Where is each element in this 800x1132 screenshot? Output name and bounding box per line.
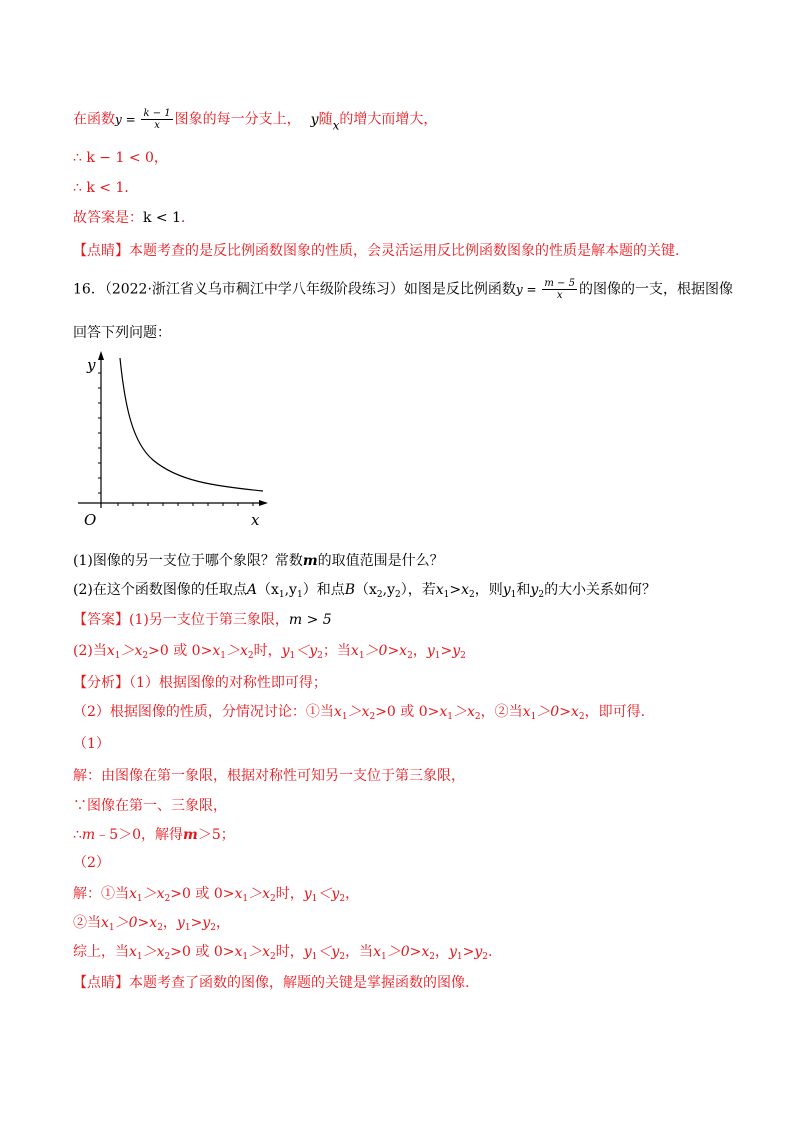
question-16-part-1: (1)图像的另一支位于哪个象限？常数m的取值范围是什么？ bbox=[73, 553, 444, 569]
analysis-part-2: （2）根据图像的性质，分情况讨论：①当$x_1>x_2>0$ 或 $0>x_1>x_2$，②当$x_1>0>x_2$，即可得. bbox=[73, 704, 646, 722]
math-y-equals: y = bbox=[115, 112, 140, 127]
question-16-part-2: (2)在这个函数图像的任取点$A(x_1,y_1)$和点$B(x_2,y_2)$，若$x_1>x_2$，则$y_1$和$y_2$的大小关系如何？ bbox=[73, 582, 657, 600]
solution-part-1-heading: （1） bbox=[73, 736, 110, 752]
answer-part-1: 【答案】(1)另一支位于第三象限，m > 5 bbox=[73, 612, 332, 628]
x-axis-arrow bbox=[259, 500, 268, 506]
solution-line-k-minus-1: ∴ k − 1 < 0， bbox=[73, 150, 168, 166]
y-axis-arrow bbox=[98, 351, 104, 360]
fraction-m-minus-5-over-x: $\frac{m - 5}{x}$ bbox=[544, 278, 575, 301]
x-axis-label: x bbox=[251, 511, 260, 529]
solution-part-1-line-1: 解：由图像在第一象限，根据对称性可知另一支位于第三象限， bbox=[73, 768, 465, 784]
inverse-function-graph bbox=[73, 348, 273, 533]
question-16-intro: 16．（2022·浙江省义乌市稠江中学八年级阶段练习）如图是反比例函数y = $\frac{m - 5}{x}$ 的图像的一支，根据图像 bbox=[73, 278, 733, 301]
solution-line-answer: 故答案是：k < 1． bbox=[73, 210, 196, 226]
solution-line-k-less-1: ∴ k < 1． bbox=[73, 180, 139, 196]
answer-part-2: (2)当$x_1>x_2>0$ 或 $0>x_1>x_2$时，$y_1<y_2$；当$x_1>0>x_2$，$y_1>y_2$ bbox=[73, 643, 466, 661]
solution-part-1-line-3: ∴m﹣5＞0，解得m＞5； bbox=[73, 827, 235, 843]
solution-line-function-increase: 在函数y = $\frac{k - 1}{x}$ 图象的每一分支上， y随x的增大而增大， bbox=[73, 108, 438, 133]
fraction-k-minus-1-over-x: $\frac{k - 1}{x}$ bbox=[143, 108, 171, 131]
question-16-intro-cont: 回答下列问题： bbox=[73, 325, 171, 341]
solution-summary: 综上，当$x_1>x_2>0$ 或 $0>x_1>x_2$时，$y_1<y_2$，当$x_1>0>x_2$，$y_1>y_2$. bbox=[73, 944, 493, 962]
analysis-part-1: 【分析】（1）根据图像的对称性即可得； bbox=[73, 675, 327, 691]
solution-commentary-15: 【点睛】本题考查的是反比例函数图象的性质，会灵活运用反比例函数图象的性质是解本题的关键. bbox=[73, 243, 680, 259]
hyperbola-branch bbox=[120, 358, 263, 491]
solution-part-2-line-2: ②当$x_1>0>x_2$，$y_1>y_2$， bbox=[73, 915, 230, 933]
solution-part-2-line-1: 解：①当$x_1>x_2>0$ 或 $0>x_1>x_2$时，$y_1<y_2$， bbox=[73, 886, 360, 904]
solution-part-2-heading: （2） bbox=[73, 855, 110, 871]
commentary-16: 【点睛】本题考查了函数的图像，解题的关键是掌握函数的图像. bbox=[73, 975, 470, 991]
origin-label: O bbox=[84, 511, 97, 529]
y-axis-label: y bbox=[87, 356, 96, 374]
solution-part-1-line-2: ∵图像在第一、三象限， bbox=[73, 798, 227, 814]
